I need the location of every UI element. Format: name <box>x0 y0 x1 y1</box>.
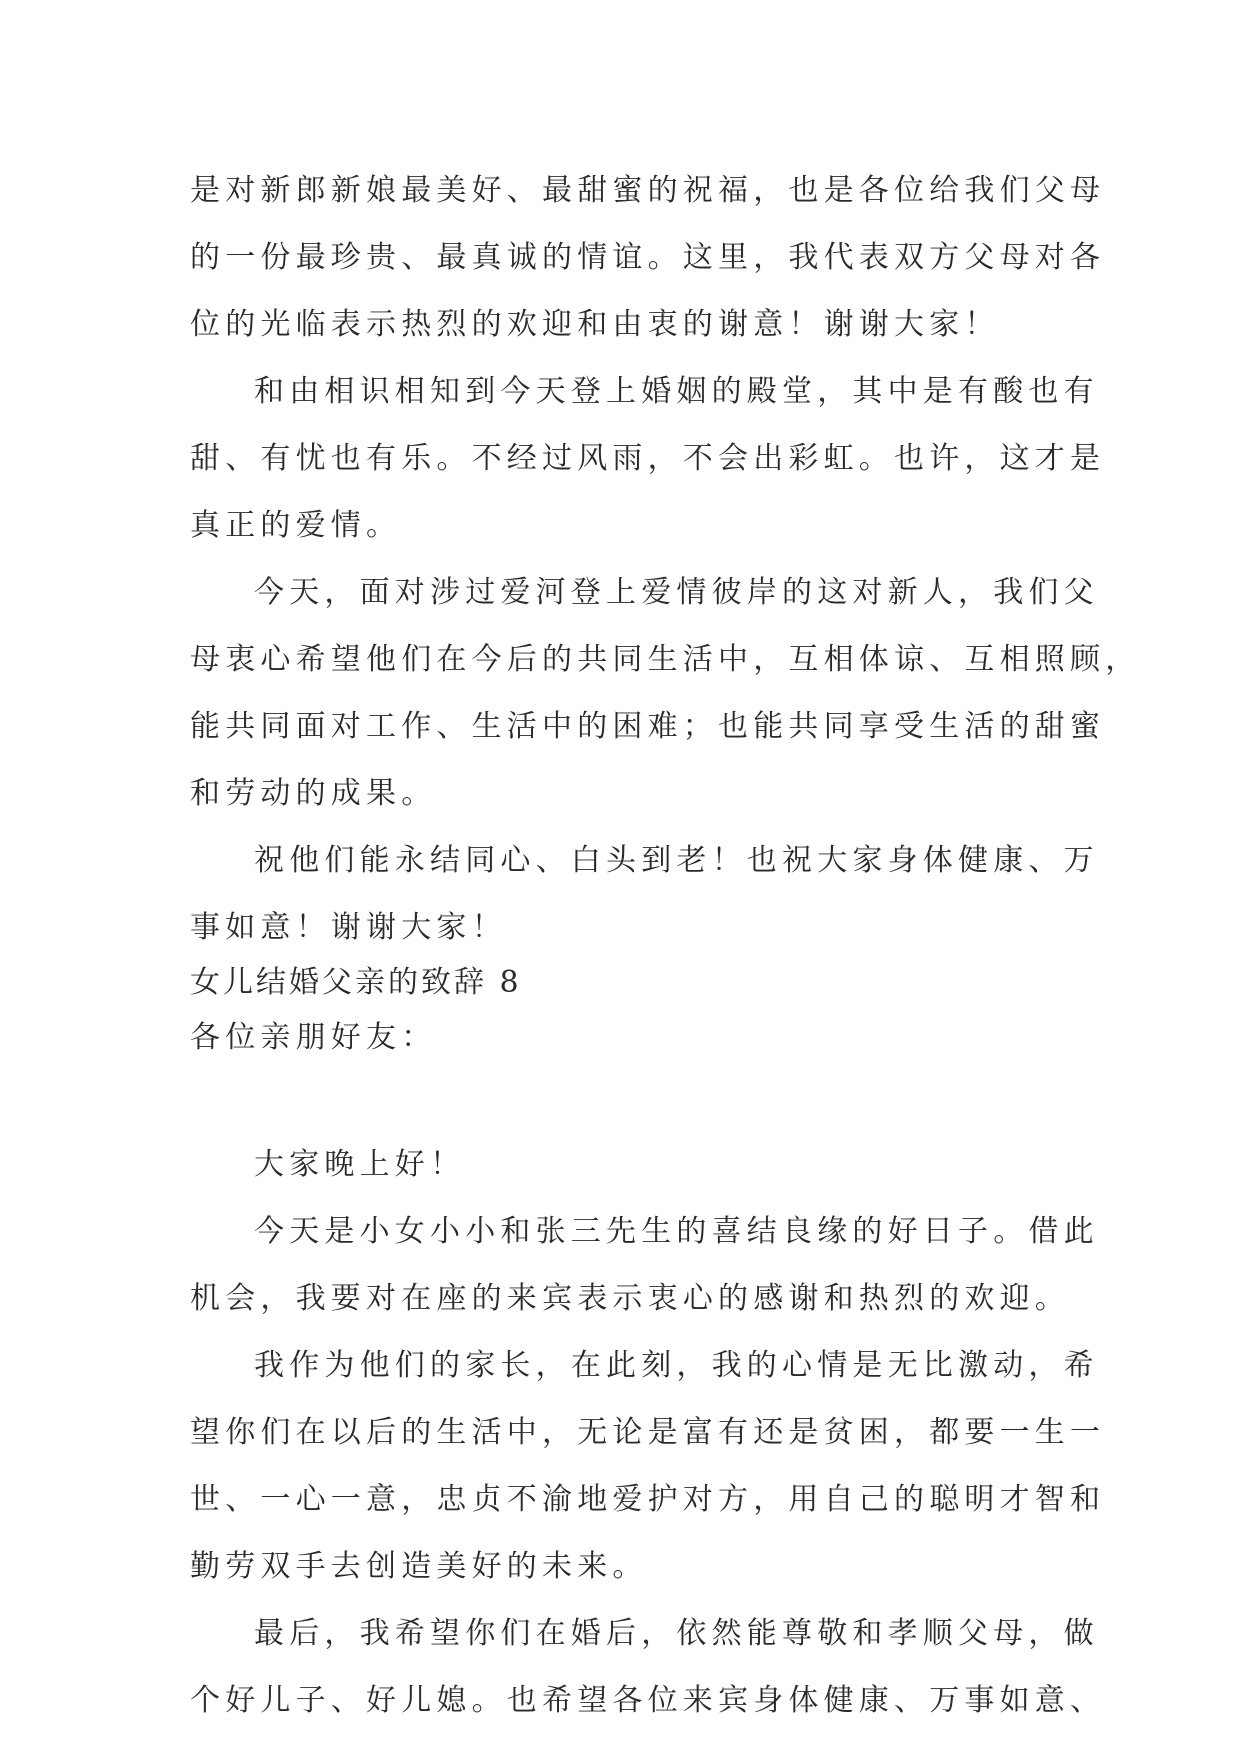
paragraph-line: 真正的爱情。 <box>190 508 402 543</box>
paragraph-line: 的一份最珍贵、最真诚的情谊。这里，我代表双方父母对各 <box>190 240 1106 275</box>
paragraph-line: 和劳动的成果。 <box>190 776 437 811</box>
paragraph-line: 母衷心希望他们在今后的共同生活中，互相体谅、互相照顾， <box>190 642 1141 677</box>
paragraph-line: 我作为他们的家长，在此刻，我的心情是无比激动，希 <box>254 1348 1099 1383</box>
paragraph-line: 祝他们能永结同心、白头到老！也祝大家身体健康、万 <box>254 843 1099 878</box>
paragraph-line: 事如意！谢谢大家！ <box>190 910 507 945</box>
paragraph-line: 甜、有忧也有乐。不经过风雨，不会出彩虹。也许，这才是 <box>190 441 1106 476</box>
salutation: 各位亲朋好友： <box>190 1020 437 1055</box>
paragraph-line: 是对新郎新娘最美好、最甜蜜的祝福，也是各位给我们父母 <box>190 173 1106 208</box>
paragraph-line: 能共同面对工作、生活中的困难；也能共同享受生活的甜蜜 <box>190 709 1106 744</box>
paragraph-line: 机会，我要对在座的来宾表示衷心的感谢和热烈的欢迎。 <box>190 1281 1070 1316</box>
greeting-line: 大家晚上好！ <box>254 1147 466 1182</box>
paragraph-line: 个好儿子、好儿媳。也希望各位来宾身体健康、万事如意、 <box>190 1683 1106 1718</box>
paragraph-line: 望你们在以后的生活中，无论是富有还是贫困，都要一生一 <box>190 1415 1106 1450</box>
paragraph-line: 勤劳双手去创造美好的未来。 <box>190 1549 648 1584</box>
document-page <box>190 0 1141 1754</box>
paragraph-line: 最后，我希望你们在婚后，依然能尊敬和孝顺父母，做 <box>254 1616 1099 1651</box>
section-title: 女儿结婚父亲的致辞 8 <box>190 965 522 1000</box>
paragraph-line: 今天，面对涉过爱河登上爱情彼岸的这对新人，我们父 <box>254 575 1099 610</box>
paragraph-line: 和由相识相知到今天登上婚姻的殿堂，其中是有酸也有 <box>254 374 1099 409</box>
paragraph-line: 今天是小女小小和张三先生的喜结良缘的好日子。借此 <box>254 1214 1099 1249</box>
paragraph-line: 世、一心一意，忠贞不渝地爱护对方，用自己的聪明才智和 <box>190 1482 1106 1517</box>
paragraph-line: 位的光临表示热烈的欢迎和由衷的谢意！谢谢大家！ <box>190 307 1000 342</box>
